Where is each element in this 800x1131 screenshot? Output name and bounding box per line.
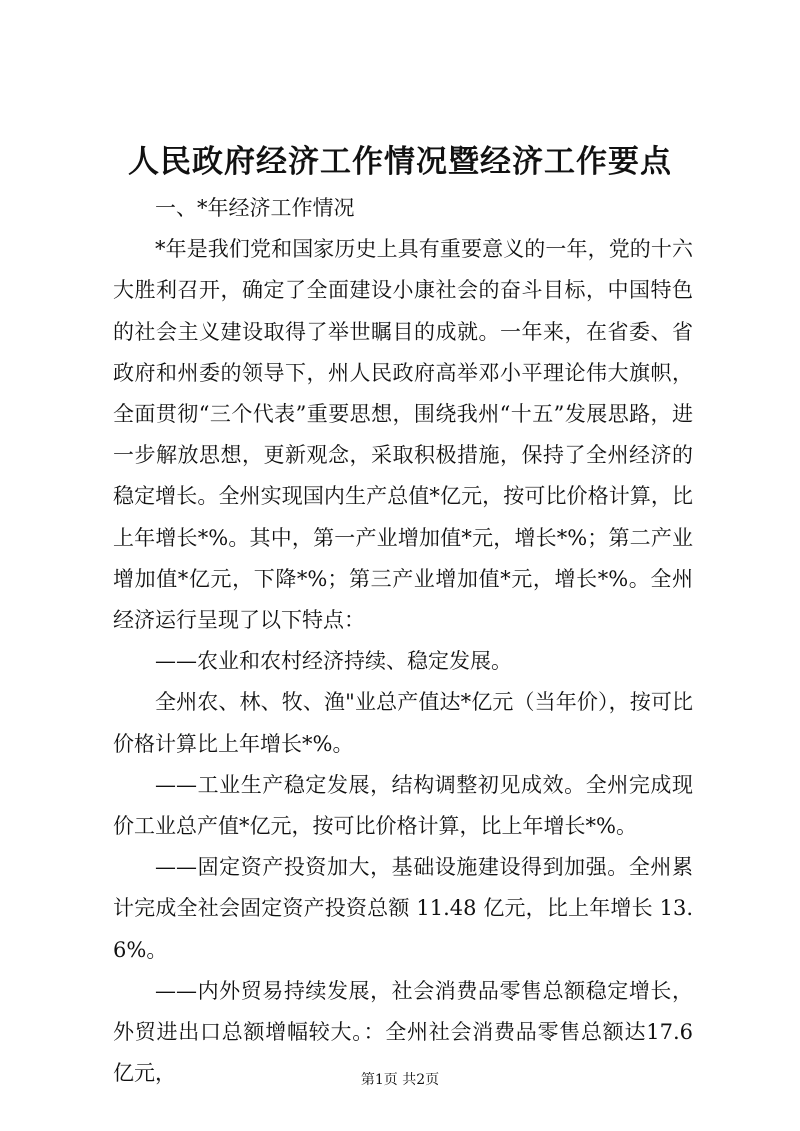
document-body: [113, 188, 693, 1094]
paragraph-investment: ——固定资产投资加大，基础设施建设得到加强。全州累计完成全社会固定资产投资总额 11.48 亿元，比上年增长 13.6%。: [113, 855, 693, 962]
paragraph-trade: ——内外贸易持续发展，社会消费品零售总额稳定增长，外贸进出口总额增幅较大。：全州社会消费品零售总额达17.6亿元，: [113, 978, 693, 1086]
page-number: 第1页 共2页: [360, 1072, 440, 1088]
paragraph-industry: ——工业生产稳定发展，结构调整初见成效。全州完成现价工业总产值*亿元，按可比价格计算，比上年增长*%。: [113, 772, 693, 839]
paragraph-agriculture-detail: 全州农、林、牧、渔"业总产值达*亿元（当年价），按可比价格计算比上年增长*%。: [113, 690, 693, 756]
section-heading: 一、*年经济工作情况: [155, 196, 355, 220]
paragraph-agriculture-heading: ——农业和农村经济持续、稳定发展。: [155, 649, 512, 674]
paragraph-overview: *年是我们党和国家历史上具有重要意义的一年，党的十六大胜利召开，确定了全面建设小康社会的奋斗目标，中国特色的社会主义建设取得了举世瞩目的成就。一年来，在省委、省政府和州委的领导下，州人民政府高举邓小平理论伟大旗帜，全面贯彻“三个代表”重要思想，围绕我州“十五”发展思路，进一步解放思想，更新观念，采取积极措施，保持了全州经济的稳定增长。全州实现国内生产总值*亿元，按可比价格计算，比上年增长*%。其中，第一产业增加值*元，增长*%；第二产业增加值*亿元，下降*%；第三产业增加值*元，增长*%。全州经济运行呈现了以下特点：: [113, 237, 693, 633]
page-title: 人民政府经济工作情况暨经济工作要点: [128, 144, 672, 180]
